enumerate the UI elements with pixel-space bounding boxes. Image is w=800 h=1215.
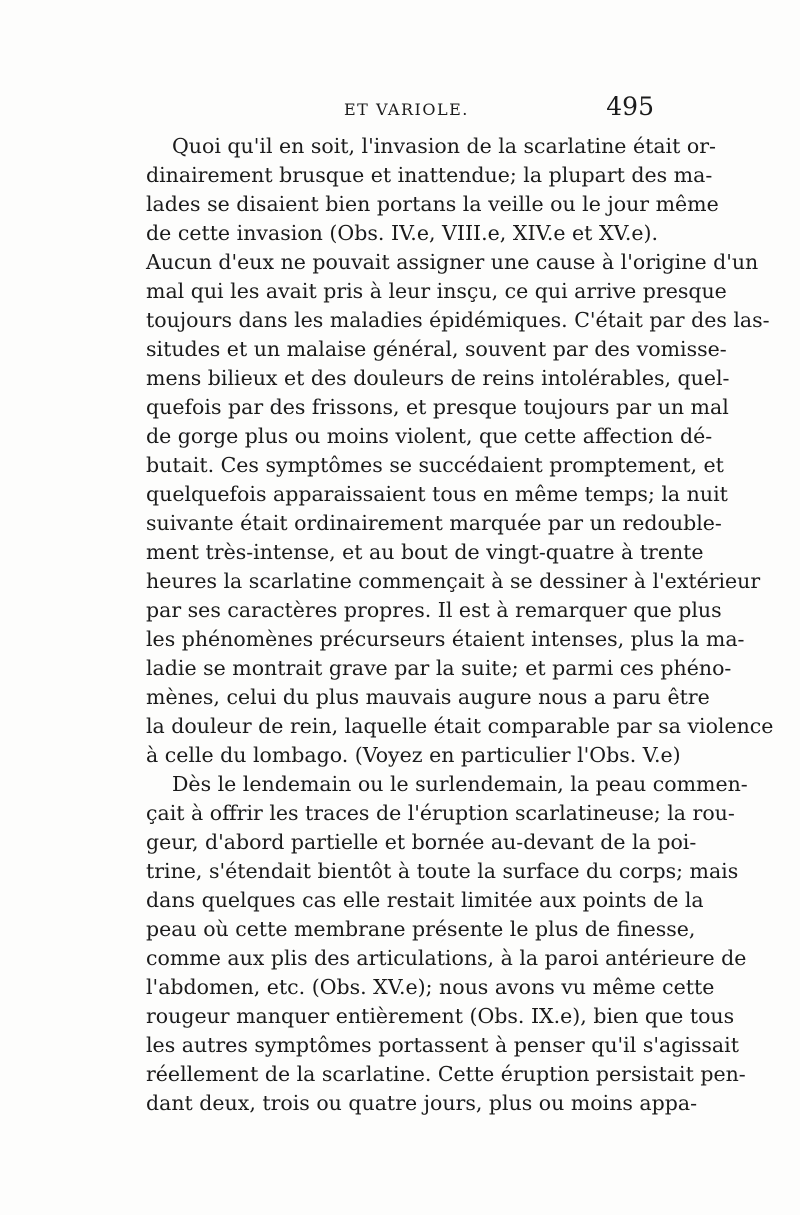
text-line: mal qui les avait pris à leur insçu, ce qui arrive presque [146,279,727,303]
text-line: rougeur manquer entièrement (Obs. IX.e), bien que tous [146,1004,735,1028]
text-line: les autres symptômes portassent à penser qu'il s'agissait [146,1033,739,1057]
text-line: dinairement brusque et inattendue; la plupart des ma- [146,163,713,187]
text-line: suivante était ordinairement marquée par un redouble- [146,511,722,535]
running-head [146,92,658,132]
running-title: ET VARIOLE. [344,100,469,119]
text-line: çait à offrir les traces de l'éruption scarlatineuse; la rou- [146,801,735,825]
text-line: Aucun d'eux ne pouvait assigner une cause à l'origine d'un [146,250,759,274]
text-line: les phénomènes précurseurs étaient intenses, plus la ma- [146,627,745,651]
page-number: 495 [606,92,654,121]
text-line: comme aux plis des articulations, à la paroi antérieure de [146,946,747,970]
text-line: mens bilieux et des douleurs de reins intolérables, quel- [146,366,730,390]
text-line: quelquefois apparaissaient tous en même temps; la nuit [146,482,728,506]
text-line: à celle du lombago. (Voyez en particulier l'Obs. V.e) [146,743,681,767]
text-line: geur, d'abord partielle et bornée au-devant de la poi- [146,830,697,854]
text-line: de cette invasion (Obs. IV.e, VIII.e, XIV.e et XV.e). [146,221,658,245]
text-line: Dès le lendemain ou le surlendemain, la peau commen- [172,772,748,796]
text-line: réellement de la scarlatine. Cette éruption persistait pen- [146,1062,746,1086]
text-line: quefois par des frissons, et presque toujours par un mal [146,395,729,419]
text-line: dant deux, trois ou quatre jours, plus ou moins appa- [146,1091,698,1115]
text-line: heures la scarlatine commençait à se dessiner à l'extérieur [146,569,761,593]
text-line: Quoi qu'il en soit, l'invasion de la scarlatine était or- [172,134,716,158]
text-line: la douleur de rein, laquelle était comparable par sa violence [146,714,774,738]
text-line: peau où cette membrane présente le plus de finesse, [146,917,696,941]
text-line: ladie se montrait grave par la suite; et parmi ces phéno- [146,656,732,680]
text-line: lades se disaient bien portans la veille ou le jour même [146,192,719,216]
text-line: l'abdomen, etc. (Obs. XV.e); nous avons vu même cette [146,975,715,999]
text-line: situdes et un malaise général, souvent par des vomisse- [146,337,727,361]
text-line: de gorge plus ou moins violent, que cette affection dé- [146,424,713,448]
text-line: trine, s'étendait bientôt à toute la surface du corps; mais [146,859,739,883]
body-text [146,132,774,1118]
text-line: ment très-intense, et au bout de vingt-quatre à trente [146,540,704,564]
text-line: toujours dans les maladies épidémiques. C'était par des las- [146,308,770,332]
text-line: dans quelques cas elle restait limitée aux points de la [146,888,704,912]
text-line: butait. Ces symptômes se succédaient promptement, et [146,453,724,477]
text-line: mènes, celui du plus mauvais augure nous a paru être [146,685,710,709]
text-line: par ses caractères propres. Il est à remarquer que plus [146,598,722,622]
